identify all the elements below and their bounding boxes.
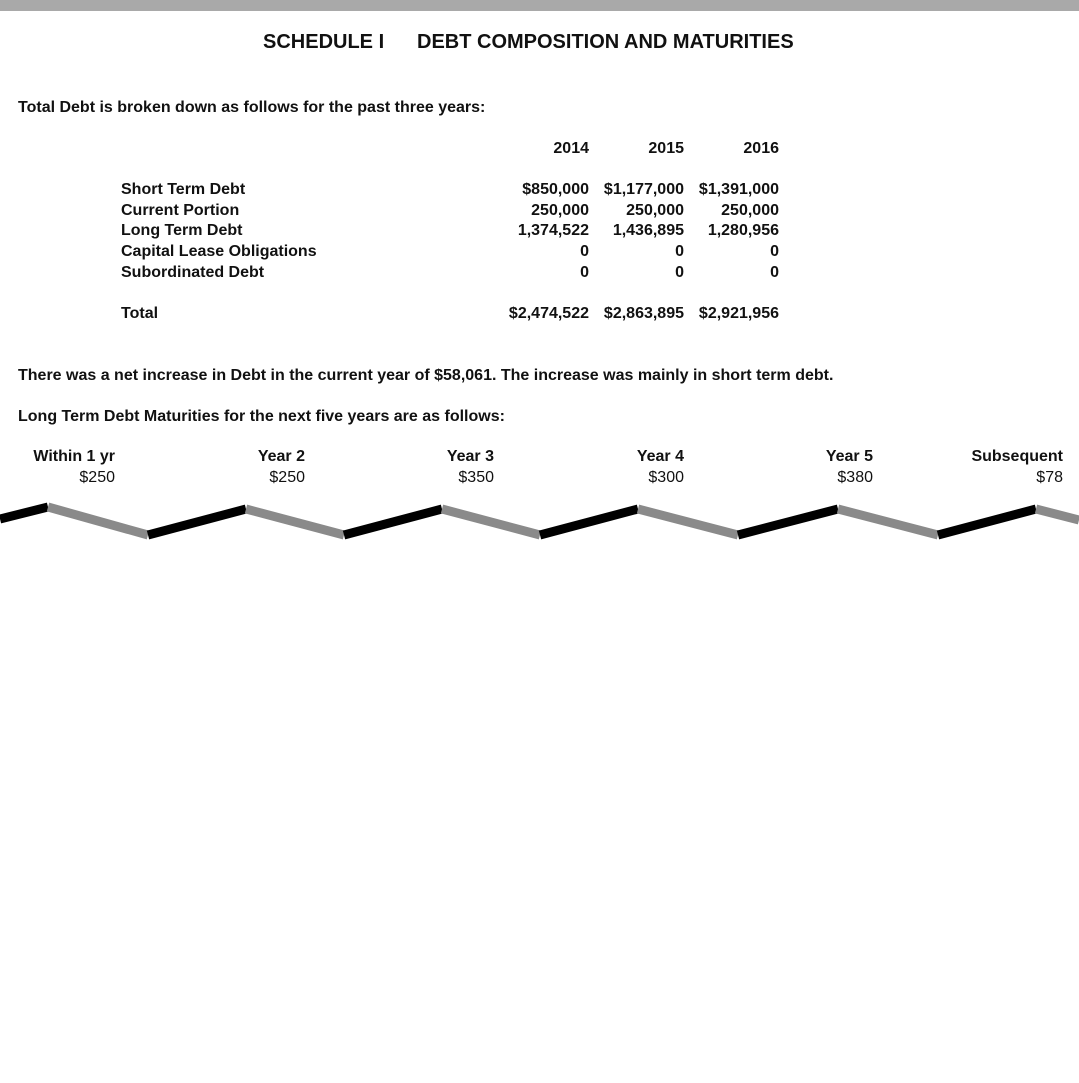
schedule-label: SCHEDULE I [263,31,385,53]
table-cell: 250,000 [626,202,684,219]
top-bar [0,0,1079,11]
table-cell: 1,374,522 [517,222,589,239]
table-cell: 250,000 [531,202,589,219]
row-label-subordinated-debt: Subordinated Debt [121,264,265,281]
zigzag-segment-light [838,509,938,535]
table-cell: 250,000 [721,202,779,219]
table-cell: 1,436,895 [612,222,684,239]
zigzag-segment-dark [738,509,838,535]
table-cell: 0 [580,264,589,281]
maturity-label: Year 2 [257,448,305,465]
zigzag-segment-dark [148,509,246,535]
table-cell: $1,177,000 [603,181,684,198]
row-label-short-term-debt: Short Term Debt [121,181,246,198]
zigzag-segment-light [246,509,344,535]
maturity-value: $250 [79,469,115,486]
zigzag-segment-dark [540,509,638,535]
maturity-label: Year 3 [446,448,494,465]
table-cell: 1,280,956 [707,222,779,239]
maturities-intro: Long Term Debt Maturities for the next five years are as follows: [18,408,505,425]
table-cell: 0 [675,243,684,260]
zigzag-segment-dark [0,507,48,519]
maturity-value: $350 [458,469,494,486]
table-cell: 0 [580,243,589,260]
maturity-value: $300 [648,469,684,486]
year-header: 2015 [648,140,684,157]
row-label-long-term-debt: Long Term Debt [121,222,243,239]
intro-text: Total Debt is broken down as follows for the past three years: [18,99,486,116]
zigzag-segment-light [1036,509,1079,520]
maturity-value: $380 [837,469,873,486]
page-title: DEBT COMPOSITION AND MATURITIES [417,31,794,53]
maturity-label: Year 4 [636,448,684,465]
maturity-value: $250 [269,469,305,486]
table-cell: $850,000 [522,181,589,198]
maturity-label: Year 5 [825,448,873,465]
total-cell: $2,863,895 [603,305,684,322]
total-label: Total [121,305,159,322]
total-cell: $2,474,522 [508,305,589,322]
year-header: 2016 [743,140,779,157]
maturity-label: Subsequent [971,448,1063,465]
total-cell: $2,921,956 [698,305,779,322]
net-increase-note: There was a net increase in Debt in the current year of $58,061. The increase was mainly in short term debt. [18,367,834,384]
zigzag-segment-light [442,509,540,535]
maturity-value: $78 [1036,469,1063,486]
zigzag-segment-dark [344,509,442,535]
zigzag-segment-light [48,507,148,535]
maturity-label: Within 1 yr [33,448,115,465]
page-break-zigzag [0,495,1079,545]
table-cell: $1,391,000 [698,181,779,198]
table-cell: 0 [675,264,684,281]
zigzag-segment-dark [938,509,1036,535]
zigzag-segment-light [638,509,738,535]
year-header: 2014 [553,140,589,157]
row-label-current-portion: Current Portion [121,202,240,219]
row-label-capital-lease: Capital Lease Obligations [121,243,317,260]
table-cell: 0 [770,243,779,260]
table-cell: 0 [770,264,779,281]
